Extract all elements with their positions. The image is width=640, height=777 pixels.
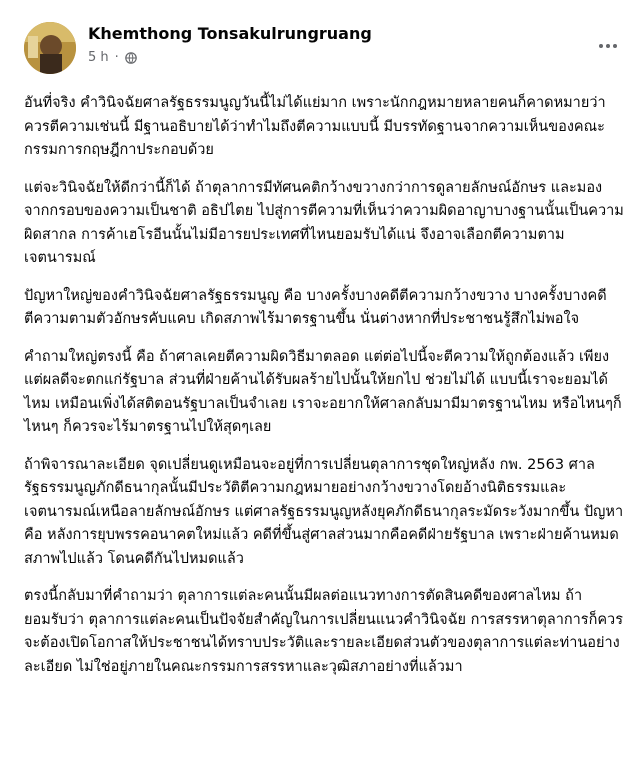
post-paragraph: ปัญหาใหญ่ของคำวินิจฉัยศาลรัฐธรรมนูญ คือ บางครั้งบางคดีตีความกว้างขวาง บางครั้งบางคดี ตีความตามตัวอักษรคับแคบ เกิดสภาพไร้มาตรฐานขึ้น นั่นต่างหากที่ประชาชนรู้สึกไม่พอใจ xyxy=(24,287,607,327)
post-paragraph: อันที่จริง คำวินิจฉัยศาลรัฐธรรมนูญวันนี้ไม่ได้แย่มาก เพราะนักกฎหมายหลายคนก็คาดหมายว่าควรตีความเช่นนี้ มีฐานอธิบายได้ว่าทำไมถึงตีความแบบนี้ มีบรรทัดฐานจากความเห็นของคณะกรรมการกฤษฎีกาประกอบด้วย xyxy=(24,95,606,158)
post-paragraph: ตรงนี้กลับมาที่คำถามว่า ตุลาการแต่ละคนนั้นมีผลต่อแนวทางการตัดสินคดีของศาลไหม ถ้ายอมรับว่า ตุลาการแต่ละคนเป็นปัจจัยสำคัญในการเปลี่ยนแนวคำวินิจฉัย การสรรหาตุลาการก็ควรจะต้องเปิดโอกาสให้ประชาชนได้ทราบประวัติและรายละเอียดส่วนตัวของตุลาการแต่ละท่านอย่างละเอียด ไม่ใช่อยู่ภายในคณะกรรมการสรรหาและวุฒิสภาอย่างที่แล้วมา xyxy=(24,588,623,675)
post-paragraph: ถ้าพิจารณาละเอียด จุดเปลี่ยนดูเหมือนจะอยู่ที่การเปลี่ยนตุลาการชุดใหญ่หลัง กพ. 2563 ศาลรัฐธรรมนูญภักดีธนากุลนั้นมีประวัติตีความกฎหมายอย่างกว้างขวางโดยอ้างนิติธรรมและเจตนารมณ์เหนือลายลักษณ์อักษร แต่ศาลรัฐธรรมนูญหลังยุคภักดีธนากุลระมัดระวังมากขึ้น ปัญหาคือ หลังการยุบพรรคอนาคตใหม่แล้ว คดีที่ขึ้นสู่ศาลส่วนมากคือคดีฝ่ายรัฐบาล เพราะฝ่ายค้านหมดสภาพไปแล้ว โดนคดีกันไปหมดแล้ว xyxy=(24,456,624,567)
more-options-icon[interactable] xyxy=(592,36,624,56)
globe-icon xyxy=(125,52,137,64)
post-meta xyxy=(88,50,137,65)
author-name[interactable]: Khemthong Tonsakulrungruang xyxy=(88,24,372,43)
meta-separator: · xyxy=(114,50,119,65)
avatar-photo xyxy=(24,22,76,74)
post-paragraph: คำถามใหญ่ตรงนี้ คือ ถ้าศาลเคยตีความผิดวิธีมาตลอด แต่ต่อไปนี้จะตีความให้ถูกต้องแล้ว เพียงแต่ผลดีจะตกแก่รัฐบาล ส่วนที่ฝ่ายค้านได้รับผลร้ายไปนั้นให้ยกไป ช่วยไม่ได้ แบบนี้เราจะยอมได้ไหม เหมือนเพิ่งได้สติตอนรัฐบาลเป็นจำเลย เราจะอยากให้ศาลกลับมามีมาตรฐานไหม หรือไหนๆก็ไหนๆ ก็ควรจะไร้มาตรฐานไปให้สุดๆเลย xyxy=(24,348,622,435)
post-time[interactable]: 5 h xyxy=(88,50,109,65)
post-body xyxy=(24,92,624,693)
post-paragraph: แต่จะวินิจฉัยให้ดีกว่านี้ก็ได้ ถ้าตุลาการมีทัศนคติกว้างขวางกว่าการดูลายลักษณ์อักษร และมองจากกรอบของความเป็นชาติ อธิปไตย ไปสู่การตีความที่เห็นว่าความผิดอาญาบางฐานนั้นเป็นความผิดสากล การค้าเฮโรอีนนั้นไม่มีอารยประเทศที่ไหนยอมรับได้แน่ จึงอาจเลือกตีความตามเจตนารมณ์ xyxy=(24,179,624,266)
post-header xyxy=(24,22,624,78)
avatar[interactable] xyxy=(24,22,76,74)
